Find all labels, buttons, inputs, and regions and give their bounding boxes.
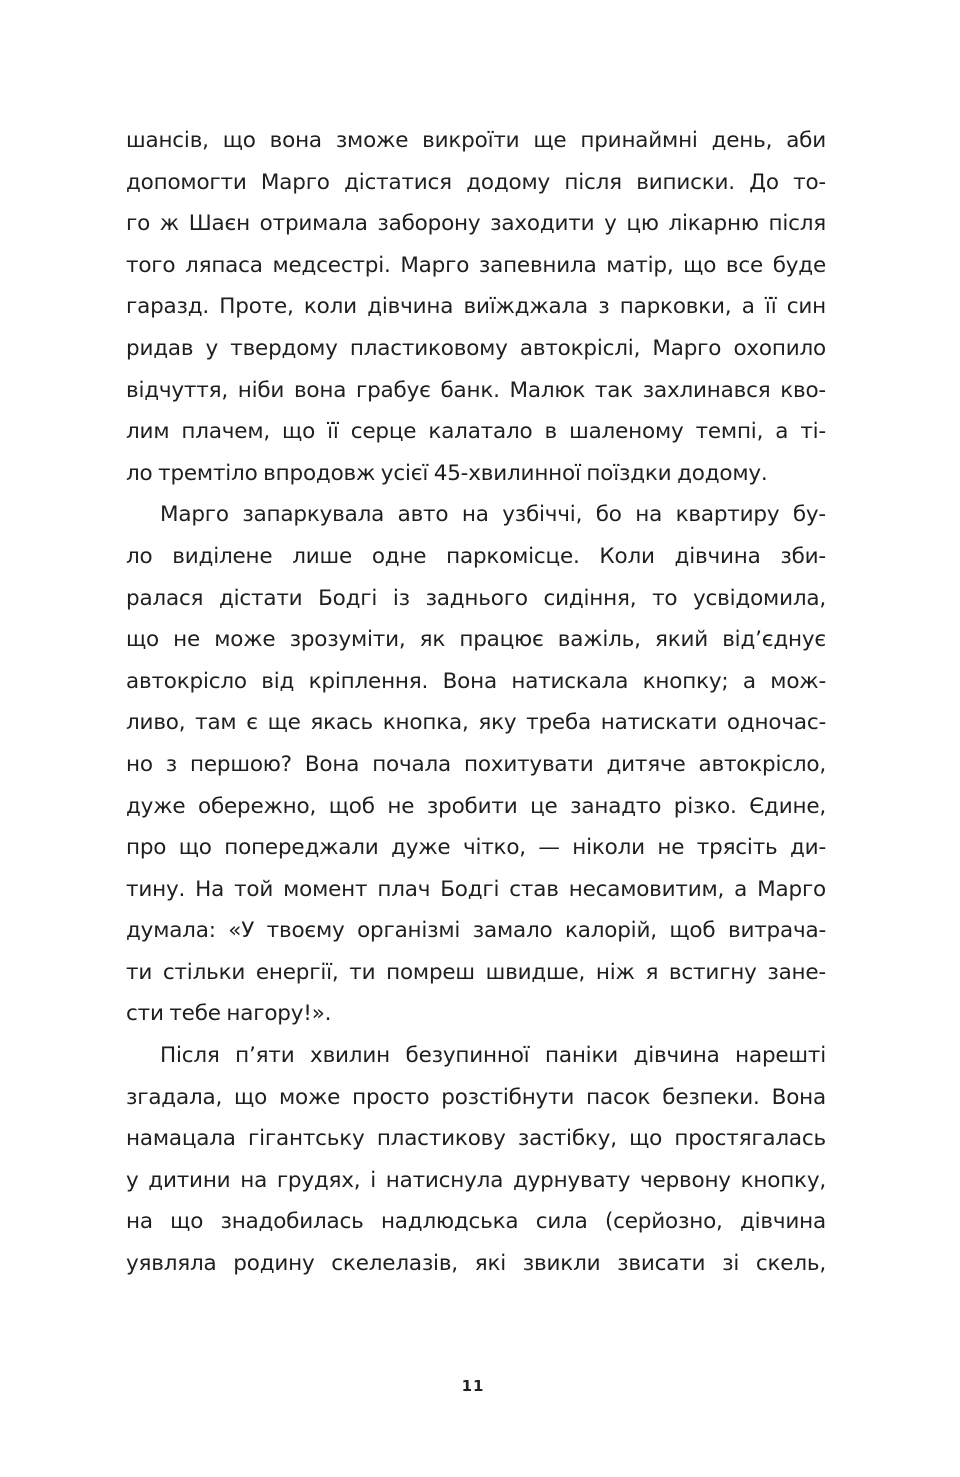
text-line: уявляла родину скелелазів, які звикли звисати зі скель,: [126, 1251, 826, 1277]
text-line: що не може зрозуміти, як працює важіль, який від’єднує: [126, 627, 826, 653]
text-line: автокрісло від кріплення. Вона натискала кнопку; а мож-: [126, 668, 826, 694]
page-number: 11: [461, 1377, 485, 1395]
text-line: ливо, там є ще якась кнопка, яку треба натискати одночас-: [126, 710, 826, 736]
text-line: ридав у твердому пластиковому автокріслі, Марго охопило: [126, 335, 826, 361]
text-line: дуже обережно, щоб не зробити це занадто різко. Єдине,: [126, 793, 826, 819]
text-line: го ж Шаєн отримала заборону заходити у цю лікарню після: [126, 211, 826, 237]
text-line: допомогти Марго дістатися додому після виписки. До то-: [126, 169, 826, 195]
text-line: Після п’яти хвилин безупинної паніки дівчина нарешті: [160, 1043, 826, 1069]
text-line: шансів, що вона зможе викроїти ще принаймні день, аби: [126, 128, 826, 153]
text-line: про що попереджали дуже чітко, — ніколи не трясіть ди-: [126, 835, 826, 861]
text-line: намацала гігантську пластикову застібку, що простягалась: [126, 1126, 826, 1152]
text-line: ти стільки енергії, ти помреш швидше, ніж я встигну зане-: [126, 959, 826, 985]
text-line: ло виділене лише одне паркомісце. Коли дівчина зби-: [126, 543, 826, 569]
text-line: думала: «У твоєму організмі замало калорій, щоб витрача-: [126, 918, 826, 944]
text-line: но з першою? Вона почала похитувати дитяче автокрісло,: [126, 751, 826, 777]
text-line: на що знадобилась надлюдська сила (серйозно, дівчина: [126, 1209, 826, 1235]
text-line: гаразд. Проте, коли дівчина виїжджала з парковки, а її син: [126, 294, 826, 320]
page-text: [126, 120, 826, 1285]
text-line: сти тебе нагору!».: [126, 1001, 332, 1027]
text-line: тину. На той момент плач Бодгі став несамовитим, а Марго: [126, 876, 826, 902]
text-line: відчуття, ніби вона грабує банк. Малюк так захлинався кво-: [126, 377, 826, 403]
text-line: ло тремтіло впродовж усієї 45-хвилинної поїздки додому.: [126, 460, 768, 486]
text-line: Марго запаркувала авто на узбіччі, бо на квартиру бу-: [160, 502, 826, 528]
text-line: у дитини на грудях, і натиснула дурнувату червону кнопку,: [126, 1167, 826, 1193]
text-line: того ляпаса медсестрі. Марго запевнила матір, що все буде: [126, 252, 826, 278]
text-line: лим плачем, що її серце калатало в шаленому темпі, а ті-: [126, 419, 826, 445]
text-line: ралася дістати Бодгі із заднього сидіння, то усвідомила,: [126, 585, 826, 611]
text-line: згадала, що може просто розстібнути пасок безпеки. Вона: [126, 1084, 826, 1110]
